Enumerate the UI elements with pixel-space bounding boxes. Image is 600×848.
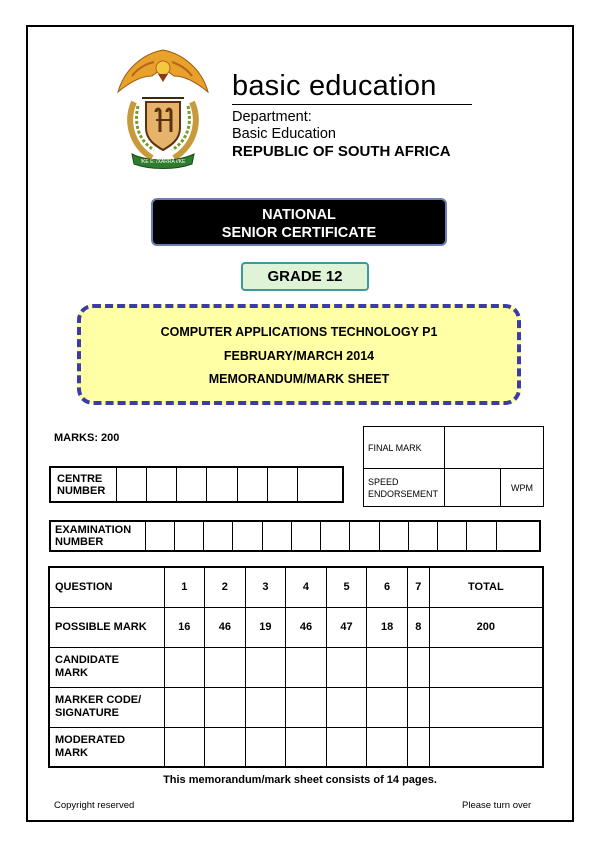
- marker-code-cell[interactable]: [245, 687, 286, 727]
- svg-text:!KE E: /XARRA //KE: !KE E: /XARRA //KE: [140, 159, 186, 165]
- moderated-mark-cell[interactable]: [245, 727, 286, 767]
- possible-mark-value: 19: [245, 607, 286, 647]
- centre-label-line-1: CENTRE: [57, 472, 103, 485]
- exam-digit-cell[interactable]: [379, 521, 408, 551]
- final-mark-table: [363, 426, 544, 507]
- question-number: 4: [286, 567, 327, 607]
- moderated-label-line-2: MARK: [55, 746, 88, 759]
- certificate-line-2: SENIOR CERTIFICATE: [221, 225, 377, 241]
- centre-digit-cell[interactable]: [207, 467, 237, 502]
- speed-endorsement-field[interactable]: [445, 469, 501, 507]
- centre-number-table: [49, 466, 344, 503]
- marker-code-cell[interactable]: [407, 687, 429, 727]
- page-count-note: This memorandum/mark sheet consists of 14 pages.: [163, 774, 437, 786]
- possible-mark-total: 200: [429, 607, 543, 647]
- exam-digit-cell[interactable]: [496, 521, 540, 551]
- candidate-label-line-2: MARK: [55, 667, 88, 679]
- grade-badge: GRADE 12: [241, 262, 369, 291]
- speed-label-line-1: SPEED: [368, 476, 399, 487]
- centre-label-line-2: NUMBER: [57, 484, 106, 497]
- question-number: 2: [205, 567, 246, 607]
- question-row: [49, 567, 543, 607]
- wpm-label: WPM: [501, 469, 544, 507]
- brand-title: basic education: [232, 70, 437, 102]
- speed-label-line-2: ENDORSEMENT: [368, 488, 439, 499]
- centre-digit-cell[interactable]: [237, 467, 267, 502]
- moderated-label-line-1: MODERATED: [55, 733, 126, 746]
- moderated-mark-cell[interactable]: [205, 727, 246, 767]
- question-number: 5: [326, 567, 367, 607]
- exam-digit-cell[interactable]: [408, 521, 437, 551]
- candidate-mark-cell[interactable]: [407, 647, 429, 687]
- exam-number-label: [50, 521, 145, 551]
- exam-digit-cell[interactable]: [145, 521, 174, 551]
- moderated-mark-cell[interactable]: [164, 727, 205, 767]
- possible-mark-value: 18: [367, 607, 408, 647]
- possible-mark-value: 47: [326, 607, 367, 647]
- exam-digit-cell[interactable]: [233, 521, 262, 551]
- exam-digit-cell[interactable]: [438, 521, 467, 551]
- marker-code-cell[interactable]: [326, 687, 367, 727]
- question-number: 3: [245, 567, 286, 607]
- subject-panel: [77, 304, 521, 405]
- centre-digit-cell[interactable]: [298, 467, 343, 502]
- candidate-mark-row: [49, 647, 543, 687]
- candidate-mark-cell[interactable]: [245, 647, 286, 687]
- possible-mark-row: [49, 607, 543, 647]
- mark-sheet-table: [48, 566, 544, 768]
- turn-over-note: Please turn over: [462, 800, 532, 811]
- certificate-line-1: NATIONAL: [262, 207, 336, 223]
- marker-label-line-2: SIGNATURE: [55, 707, 119, 719]
- candidate-mark-cell[interactable]: [164, 647, 205, 687]
- question-header: QUESTION: [49, 567, 164, 607]
- possible-mark-value: 16: [164, 607, 205, 647]
- question-number: 7: [407, 567, 429, 607]
- moderated-mark-total-cell[interactable]: [429, 727, 543, 767]
- brand-divider: [232, 104, 472, 105]
- candidate-mark-cell[interactable]: [367, 647, 408, 687]
- question-number: 6: [367, 567, 408, 607]
- exam-digit-cell[interactable]: [204, 521, 233, 551]
- centre-digit-cell[interactable]: [267, 467, 297, 502]
- candidate-mark-cell[interactable]: [205, 647, 246, 687]
- possible-mark-label: POSSIBLE MARK: [49, 607, 164, 647]
- department-name: Basic Education: [232, 126, 336, 142]
- document-type: MEMORANDUM/MARK SHEET: [208, 372, 390, 386]
- possible-mark-value: 46: [205, 607, 246, 647]
- certificate-banner: [151, 198, 447, 246]
- centre-digit-cell[interactable]: [116, 467, 146, 502]
- marker-code-cell[interactable]: [286, 687, 327, 727]
- marker-code-cell[interactable]: [164, 687, 205, 727]
- exam-label-line-1: EXAMINATION: [55, 524, 132, 536]
- final-mark-label: FINAL MARK: [364, 427, 445, 469]
- candidate-label-line-1: CANDIDATE: [55, 654, 119, 666]
- exam-session: FEBRUARY/MARCH 2014: [223, 349, 375, 363]
- total-marks-label: MARKS: 200: [54, 432, 120, 444]
- marker-code-total-cell[interactable]: [429, 687, 543, 727]
- moderated-mark-label: [49, 727, 164, 767]
- possible-mark-value: 8: [407, 607, 429, 647]
- total-header: TOTAL: [429, 567, 543, 607]
- marker-code-cell[interactable]: [205, 687, 246, 727]
- candidate-mark-total-cell[interactable]: [429, 647, 543, 687]
- speed-endorsement-label: [364, 469, 445, 507]
- exam-label-line-2: NUMBER: [55, 536, 104, 548]
- marker-code-cell[interactable]: [367, 687, 408, 727]
- country-name: REPUBLIC OF SOUTH AFRICA: [232, 143, 451, 160]
- exam-digit-cell[interactable]: [467, 521, 496, 551]
- candidate-mark-cell[interactable]: [326, 647, 367, 687]
- coat-of-arms-logo: [112, 46, 214, 172]
- marker-code-row: [49, 687, 543, 727]
- subject-title: COMPUTER APPLICATIONS TECHNOLOGY P1: [160, 325, 438, 339]
- candidate-mark-cell[interactable]: [286, 647, 327, 687]
- moderated-mark-cell[interactable]: [367, 727, 408, 767]
- moderated-mark-row: [49, 727, 543, 767]
- centre-digit-cell[interactable]: [146, 467, 176, 502]
- moderated-mark-cell[interactable]: [286, 727, 327, 767]
- exam-digit-cell[interactable]: [350, 521, 379, 551]
- possible-mark-value: 46: [286, 607, 327, 647]
- moderated-mark-cell[interactable]: [326, 727, 367, 767]
- question-number: 1: [164, 567, 205, 607]
- centre-digit-cell[interactable]: [177, 467, 207, 502]
- exam-digit-cell[interactable]: [262, 521, 291, 551]
- exam-number-table: [49, 520, 541, 552]
- exam-digit-cell[interactable]: [291, 521, 320, 551]
- department-label: Department:: [232, 109, 312, 125]
- marker-label-line-1: MARKER CODE/: [55, 694, 142, 706]
- copyright-notice: Copyright reserved: [54, 800, 135, 811]
- centre-number-label: [50, 467, 116, 502]
- exam-digit-cell[interactable]: [174, 521, 203, 551]
- marker-code-label: [49, 687, 164, 727]
- candidate-mark-label: [49, 647, 164, 687]
- moderated-mark-cell[interactable]: [407, 727, 429, 767]
- exam-digit-cell[interactable]: [321, 521, 350, 551]
- final-mark-field[interactable]: [445, 427, 544, 469]
